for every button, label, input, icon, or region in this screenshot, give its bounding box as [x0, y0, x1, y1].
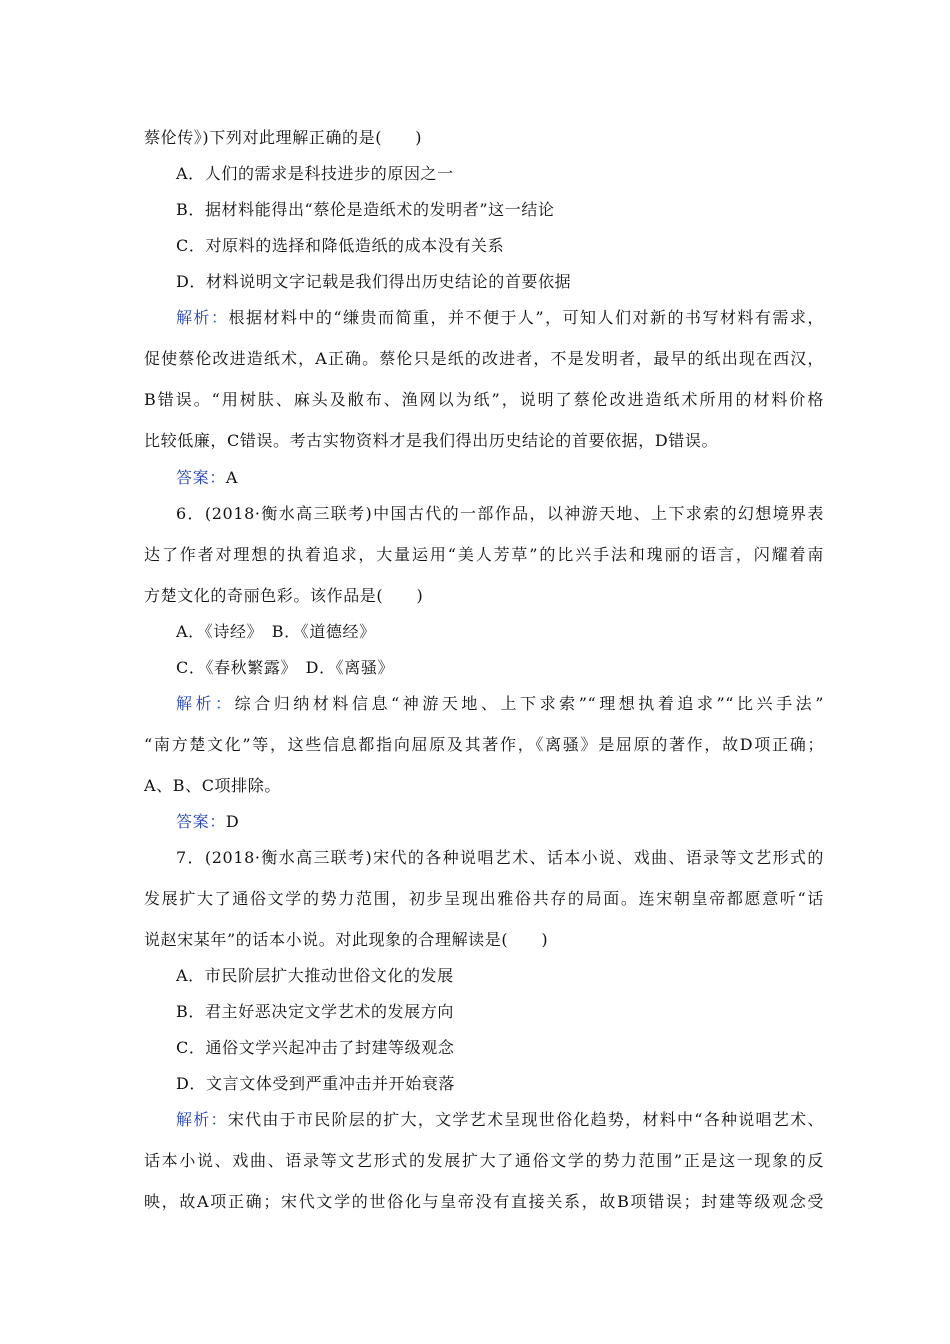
q6-answer-value: D — [225, 812, 240, 831]
q6-analysis-label: 解析： — [176, 694, 235, 713]
q7-option-a: A．市民阶层扩大推动世俗文化的发展 — [176, 966, 454, 985]
q7-stem-line-3: 说赵宋某年”的话本小说。对此现象的合理解读是( ) — [144, 930, 549, 949]
q6-options-ab: A．《诗经》 B．《道德经》 — [176, 622, 376, 641]
q7-analysis-label: 解析： — [176, 1110, 228, 1129]
q5-analysis-line-1: 解析：根据材料中的“缣贵而简重，并不便于人”，可知人们对新的书写材料有需求， — [176, 308, 824, 327]
q7-option-d: D．文言文体受到严重冲击并开始衰落 — [176, 1074, 456, 1093]
q5-answer — [176, 468, 824, 488]
q5-analysis-label: 解析： — [176, 308, 229, 327]
q6-stem-line-1: 6．(2018·衡水高三联考)中国古代的一部作品，以神游天地、上下求索的幻想境界表 — [176, 504, 824, 523]
q7-option-b: B．君主好恶决定文学艺术的发展方向 — [176, 1002, 454, 1021]
q6-answer-label: 答案： — [176, 812, 226, 831]
q6-analysis-line-1: 解析：综合归纳材料信息“神游天地、上下求索”“理想执着追求”“比兴手法” — [176, 694, 824, 713]
q7-stem-line-1: 7．(2018·衡水高三联考)宋代的各种说唱艺术、话本小说、戏曲、语录等文艺形式的 — [176, 848, 824, 867]
q6-stem-line-2: 达了作者对理想的执着追求，大量运用“美人芳草”的比兴手法和瑰丽的语言，闪耀着南 — [144, 545, 824, 564]
q6-answer — [176, 812, 824, 832]
q7-analysis-line-3: 映，故A项正确；宋代文学的世俗化与皇帝没有直接关系，故B项错误；封建等级观念受 — [144, 1192, 824, 1211]
q7-stem-line-2: 发展扩大了通俗文学的势力范围，初步呈现出雅俗共存的局面。连宋朝皇帝都愿意听“话 — [144, 889, 824, 908]
q5-analysis-line-4: 比较低廉，C错误。考古实物资料才是我们得出历史结论的首要依据，D错误。 — [144, 431, 719, 450]
q6-analysis-line-2: “南方楚文化”等，这些信息都指向屈原及其著作，《离骚》是屈原的著作，故D项正确； — [144, 735, 824, 754]
q6-options-cd: C．《春秋繁露》 D．《离骚》 — [176, 658, 395, 677]
q7-analysis-line-2: 话本小说、戏曲、语录等文艺形式的发展扩大了通俗文学的势力范围”正是这一现象的反 — [144, 1151, 824, 1170]
q5-answer-value: A — [225, 468, 238, 487]
q5-option-d: D．材料说明文字记载是我们得出历史结论的首要依据 — [176, 272, 572, 291]
q5-answer-label: 答案： — [176, 468, 226, 487]
q7-option-c: C．通俗文学兴起冲击了封建等级观念 — [176, 1038, 455, 1057]
q5-option-b: B．据材料能得出“蔡伦是造纸术的发明者”这一结论 — [176, 200, 555, 219]
q5-analysis-line-3: B错误。“用树肤、麻头及敝布、渔网以为纸”，说明了蔡伦改进造纸术所用的材料价格 — [144, 390, 824, 409]
q5-option-a: A．人们的需求是科技进步的原因之一 — [176, 164, 454, 183]
q6-analysis-line-3: A、B、C项排除。 — [144, 776, 281, 795]
q5-analysis-line-2: 促使蔡伦改进造纸术，A正确。蔡伦只是纸的改进者，不是发明者，最早的纸出现在西汉， — [144, 349, 824, 368]
q5-stem-end: 蔡伦传》)下列对此理解正确的是( ) — [144, 128, 423, 147]
q5-option-c: C．对原料的选择和降低造纸的成本没有关系 — [176, 236, 505, 255]
q7-analysis-line-1: 解析：宋代由于市民阶层的扩大，文学艺术呈现世俗化趋势，材料中“各种说唱艺术、 — [176, 1110, 824, 1129]
q6-stem-line-3: 方楚文化的奇丽色彩。该作品是( ) — [144, 586, 424, 605]
